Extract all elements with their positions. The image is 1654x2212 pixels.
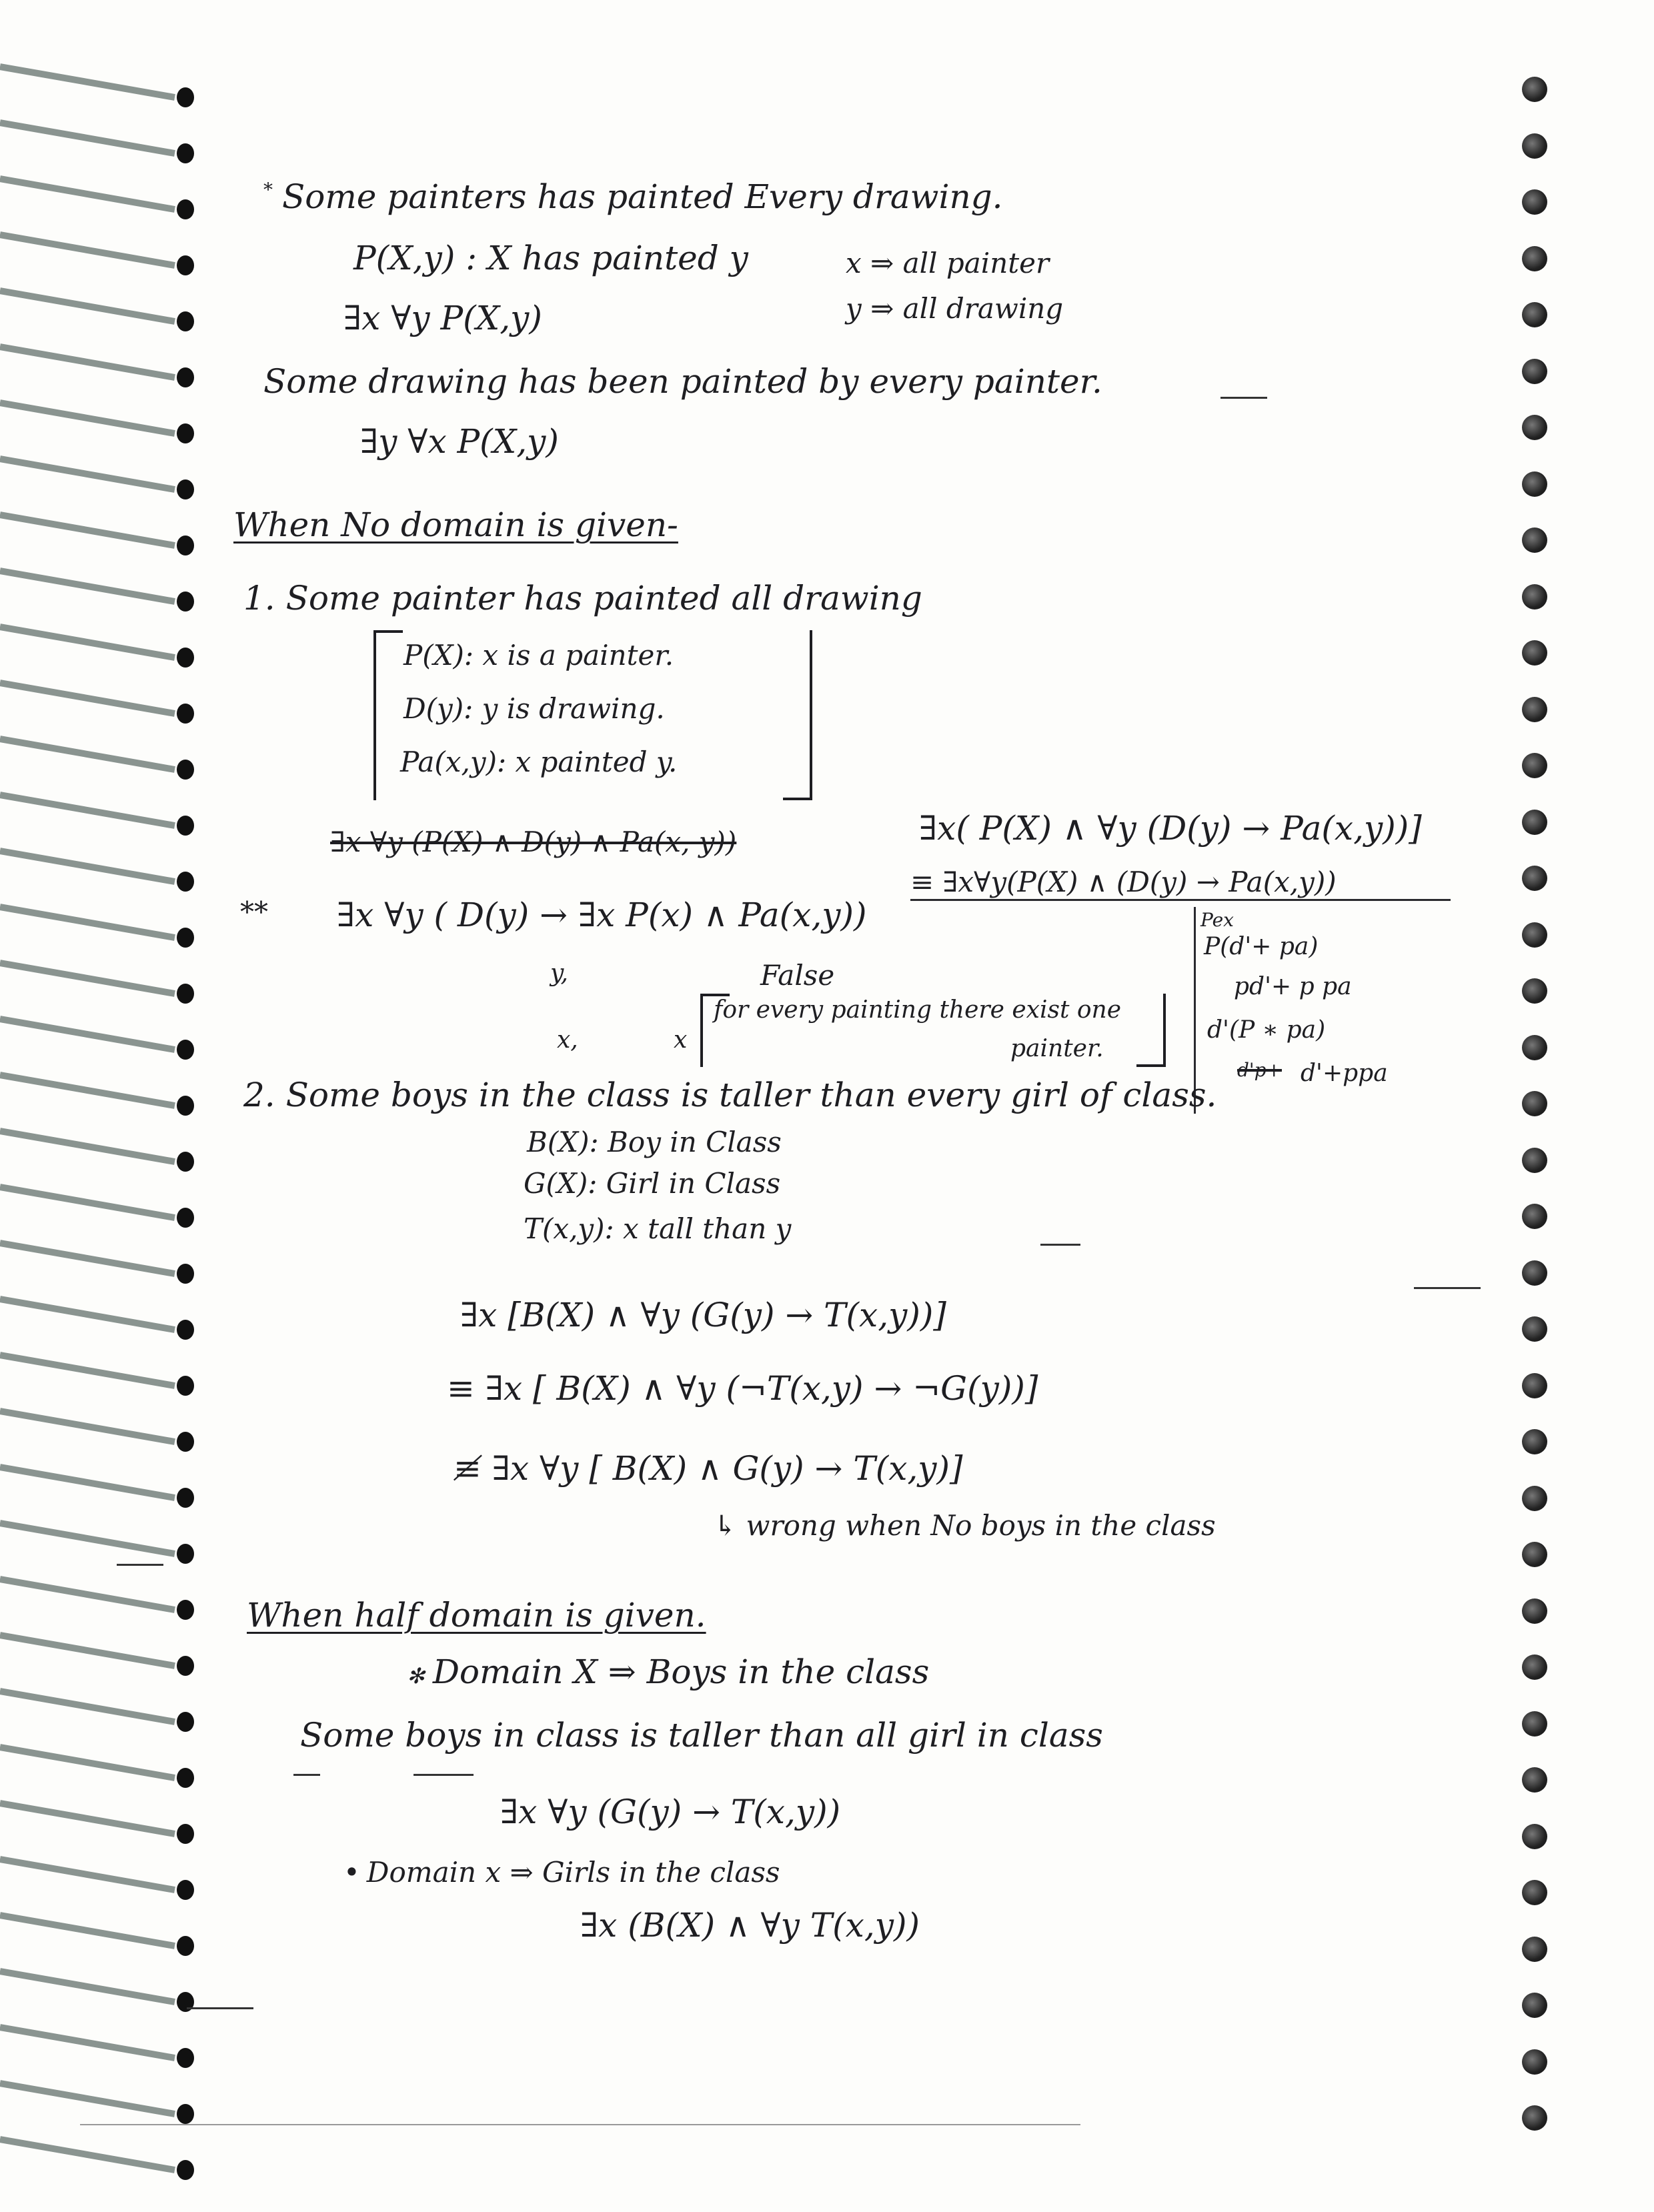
predicate-definition: P(X,y) : X has painted y — [353, 239, 748, 277]
spiral-hole — [177, 255, 194, 275]
spiral-hole — [177, 648, 194, 668]
def-boy: B(X): Boy in Class — [527, 1126, 782, 1158]
y-domain-note: y ⇒ all drawing — [846, 292, 1064, 325]
binding-hole — [1522, 584, 1547, 610]
binding-hole — [1522, 1204, 1547, 1229]
binding-hole — [1522, 415, 1547, 440]
binding-hole — [1522, 810, 1547, 835]
margin-dash-2 — [1040, 1244, 1080, 1246]
half-formula-2: ∃x (B(X) ∧ ∀y T(x,y)) — [580, 1906, 920, 1945]
spiral-hole — [177, 760, 194, 780]
spiral-coil — [0, 1019, 175, 1050]
spiral-coil — [0, 2083, 175, 2114]
spiral-hole — [177, 2104, 194, 2124]
binding-hole — [1522, 1993, 1547, 2018]
y-mark: y, — [550, 960, 568, 987]
struck-formula: ∃x ∀y (P(X) ∧ D(y) ∧ Pa(x, y)) — [330, 826, 737, 858]
binding-hole — [1522, 1654, 1547, 1680]
note-line-2: painter. — [1010, 1035, 1104, 1062]
correct-formula: ∃x( P(X) ∧ ∀y (D(y) → Pa(x,y))] — [919, 809, 1422, 848]
half-domain-heading: When half domain is given. — [247, 1596, 706, 1634]
side-note-4: d'p+ — [1237, 1059, 1283, 1081]
wrong-note: ↳ wrong when No boys in the class — [714, 1509, 1216, 1542]
binding-hole — [1522, 1880, 1547, 1905]
binding-hole — [1522, 1767, 1547, 1793]
spiral-coil — [0, 2139, 175, 2170]
side-note-5: d'+ppa — [1301, 1060, 1388, 1087]
spiral-coil — [0, 1523, 175, 1554]
spiral-hole — [177, 1376, 194, 1396]
spiral-coil — [0, 2027, 175, 2058]
no-domain-heading: When No domain is given- — [233, 505, 678, 544]
spiral-hole — [177, 143, 194, 163]
margin-dash-5 — [293, 1774, 320, 1776]
example-1: 1. Some painter has painted all drawing — [243, 579, 922, 618]
spiral-coil — [0, 347, 175, 377]
domain-girls: • Domain x ⇒ Girls in the class — [343, 1856, 780, 1889]
note-line-1: for every painting there exist one — [714, 996, 1122, 1024]
spiral-hole — [177, 1432, 194, 1452]
star-mark: ** — [240, 896, 268, 928]
spiral-coil — [0, 851, 175, 882]
formula-2: ∃y ∀x P(X,y) — [360, 422, 559, 461]
side-note-1: P(d'+ pa) — [1204, 933, 1319, 960]
spiral-hole — [177, 1768, 194, 1788]
binding-hole — [1522, 2105, 1547, 2131]
binding-hole — [1522, 1598, 1547, 1624]
spiral-hole — [177, 87, 194, 107]
spiral-hole — [177, 2160, 194, 2180]
spiral-hole — [177, 816, 194, 836]
spiral-hole — [177, 2048, 194, 2068]
binding-hole — [1522, 1373, 1547, 1398]
spiral-coil — [0, 1691, 175, 1722]
spiral-hole — [177, 535, 194, 556]
binding-hole — [1522, 978, 1547, 1004]
spiral-coil — [0, 1803, 175, 1834]
spiral-hole — [177, 1040, 194, 1060]
spiral-coil — [0, 1075, 175, 1106]
def-painted: Pa(x,y): x painted y. — [400, 746, 678, 778]
spiral-coil — [0, 123, 175, 153]
margin-dash — [1220, 397, 1267, 399]
binding-hole — [1522, 246, 1547, 271]
formula-underline — [910, 899, 1451, 901]
spiral-coil — [0, 571, 175, 602]
spiral-coil — [0, 627, 175, 658]
spiral-hole — [177, 367, 194, 387]
spiral-coil — [0, 179, 175, 209]
equivalent-formula: ≡ ∃x∀y(P(X) ∧ (D(y) → Pa(x,y)) — [910, 866, 1337, 898]
spiral-hole — [177, 704, 194, 724]
spiral-coil — [0, 1859, 175, 1890]
spiral-hole — [177, 1936, 194, 1956]
spiral-binding — [0, 0, 220, 2212]
boys-formula-1: ∃x [B(X) ∧ ∀y (G(y) → T(x,y))] — [460, 1296, 946, 1334]
spiral-hole — [177, 1152, 194, 1172]
binding-hole — [1522, 133, 1547, 159]
spiral-coil — [0, 403, 175, 433]
domain-boys: ✻ Domain X ⇒ Boys in the class — [407, 1652, 930, 1691]
binding-hole — [1522, 77, 1547, 102]
margin-dash-7 — [187, 2007, 253, 2009]
spiral-coil — [0, 1635, 175, 1666]
spiral-coil — [0, 1915, 175, 1946]
boys-formula-2: ≡ ∃x [ B(X) ∧ ∀y (¬T(x,y) → ¬G(y))] — [447, 1369, 1038, 1408]
spiral-hole — [177, 592, 194, 612]
binding-hole — [1522, 866, 1547, 891]
x-mark-2: x — [674, 1026, 688, 1054]
spiral-hole — [177, 928, 194, 948]
binding-hole — [1522, 1316, 1547, 1342]
spiral-coil — [0, 1971, 175, 2002]
binding-hole — [1522, 1542, 1547, 1567]
binding-hole — [1522, 1937, 1547, 1962]
spiral-hole — [177, 479, 194, 499]
spiral-hole — [177, 1880, 194, 1900]
def-taller: T(x,y): x tall than y — [524, 1212, 792, 1245]
attempt-formula: ∃x ∀y ( D(y) → ∃x P(x) ∧ Pa(x,y)) — [337, 896, 867, 934]
statement-1: * Some painters has painted Every drawing. — [263, 177, 1003, 216]
false-label: False — [760, 959, 835, 992]
spiral-hole — [177, 1544, 194, 1564]
spiral-hole — [177, 984, 194, 1004]
binding-hole — [1522, 2049, 1547, 2075]
binding-hole — [1522, 302, 1547, 327]
binding-hole — [1522, 1148, 1547, 1173]
binding-hole — [1522, 697, 1547, 722]
spiral-hole — [177, 423, 194, 443]
spiral-hole — [177, 1824, 194, 1844]
def-drawing: D(y): y is drawing. — [403, 692, 665, 725]
margin-dash-4 — [117, 1564, 163, 1566]
binding-hole — [1522, 527, 1547, 553]
spiral-coil — [0, 907, 175, 938]
spiral-hole — [177, 1712, 194, 1732]
def-painter: P(X): x is a painter. — [403, 639, 674, 672]
spiral-coil — [0, 1467, 175, 1498]
margin-dash-3 — [1414, 1287, 1481, 1289]
spiral-coil — [0, 1131, 175, 1162]
side-note-2: pd'+ p pa — [1234, 973, 1352, 1000]
def-girl: G(X): Girl in Class — [524, 1167, 781, 1200]
example-2: 2. Some boys in the class is taller than every girl of class. — [243, 1076, 1217, 1114]
spiral-hole — [177, 1096, 194, 1116]
spiral-coil — [0, 291, 175, 321]
spiral-hole — [177, 1656, 194, 1676]
binding-hole — [1522, 1260, 1547, 1286]
binding-hole — [1522, 359, 1547, 384]
spiral-coil — [0, 1579, 175, 1610]
spiral-hole — [177, 1208, 194, 1228]
spiral-coil — [0, 459, 175, 489]
binding-hole — [1522, 922, 1547, 948]
boys-formula-3: ≢ ∃x ∀y [ B(X) ∧ G(y) → T(x,y)] — [454, 1449, 963, 1488]
half-domain-statement: Some boys in class is taller than all girl in class — [300, 1716, 1103, 1755]
spiral-coil — [0, 1299, 175, 1330]
spiral-coil — [0, 683, 175, 714]
spiral-coil — [0, 1187, 175, 1218]
binding-hole — [1522, 1091, 1547, 1116]
spiral-coil — [0, 1411, 175, 1442]
spiral-hole — [177, 1488, 194, 1508]
spiral-coil — [0, 963, 175, 994]
side-note-0: Pex — [1200, 909, 1234, 931]
spiral-coil — [0, 1747, 175, 1778]
spiral-coil — [0, 235, 175, 265]
binding-hole — [1522, 753, 1547, 778]
spiral-coil — [0, 739, 175, 770]
formula-1: ∃x ∀y P(X,y) — [343, 299, 542, 337]
side-note-3: d'(P ∗ pa) — [1207, 1016, 1326, 1044]
x-domain-note: x ⇒ all painter — [846, 247, 1050, 279]
page-bottom-line — [80, 2124, 1080, 2125]
spiral-hole — [177, 1600, 194, 1620]
binding-hole — [1522, 640, 1547, 666]
spiral-coil — [0, 67, 175, 97]
spiral-hole — [177, 311, 194, 331]
binding-hole — [1522, 1429, 1547, 1454]
binding-hole — [1522, 1486, 1547, 1511]
spiral-coil — [0, 1243, 175, 1274]
spiral-hole — [177, 199, 194, 219]
spiral-hole — [177, 1320, 194, 1340]
spiral-hole — [177, 1264, 194, 1284]
x-mark: x, — [557, 1026, 578, 1054]
binding-hole — [1522, 189, 1547, 215]
margin-dash-6 — [414, 1774, 474, 1776]
spiral-coil — [0, 1355, 175, 1386]
spiral-hole — [177, 872, 194, 892]
spiral-coil — [0, 795, 175, 826]
half-formula-1: ∃x ∀y (G(y) → T(x,y)) — [500, 1793, 841, 1831]
spiral-coil — [0, 515, 175, 545]
binding-hole — [1522, 1035, 1547, 1060]
statement-2: Some drawing has been painted by every painter. — [263, 362, 1102, 401]
binding-hole — [1522, 1711, 1547, 1737]
binding-hole — [1522, 1824, 1547, 1849]
binding-hole — [1522, 471, 1547, 497]
